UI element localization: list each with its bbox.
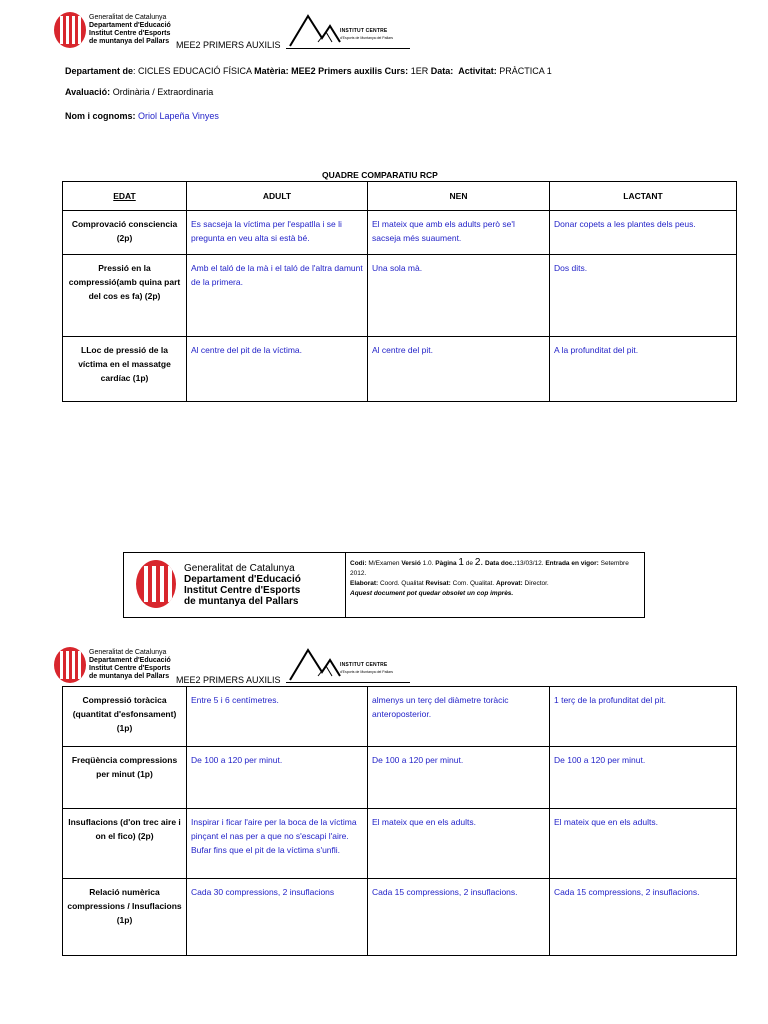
- table-row: [63, 255, 737, 337]
- document-footer: [123, 552, 645, 618]
- cell-lactant: Cada 15 compressions, 2 insuflacions.: [550, 879, 737, 956]
- subject-title: MEE2 PRIMERS AUXILIS: [176, 40, 281, 50]
- gencat-logo: [136, 560, 176, 608]
- cell-adult: De 100 a 120 per minut.: [187, 747, 368, 809]
- cell-nen: De 100 a 120 per minut.: [368, 747, 550, 809]
- table-header-row: [63, 182, 737, 211]
- cell-nen: Al centre del pit.: [368, 337, 550, 402]
- gencat-logo: [54, 12, 86, 48]
- cell-lactant: El mateix que en els adults.: [550, 809, 737, 879]
- meta-line-3: Nom i cognoms: Oriol Lapeña Vinyes: [65, 111, 219, 121]
- row-label: Insuflacions (d'on trec aire i on el fico) (2p): [63, 809, 187, 879]
- footer-org-name: Generalitat de Catalunya Departament d'Educació Institut Centre d'Esports de muntanya del Pallars: [184, 563, 301, 607]
- row-label: Compressió toràcica (quantitat d'esfonsament) (1p): [63, 687, 187, 747]
- header-edat: EDAT: [63, 182, 187, 211]
- table-row: [63, 211, 737, 255]
- table-row: [63, 879, 737, 956]
- comparison-table-1: [62, 181, 737, 402]
- meta-line-1: Departament de: CICLES EDUCACIÓ FÍSICA Matèria: MEE2 Primers auxilis Curs: 1ER Data: Activitat: PRÀCTICA 1: [65, 66, 552, 76]
- cell-nen: Una sola mà.: [368, 255, 550, 337]
- cell-adult: Al centre del pit de la víctima.: [187, 337, 368, 402]
- cell-lactant: 1 terç de la profunditat del pit.: [550, 687, 737, 747]
- cell-adult: Inspirar i ficar l'aire per la boca de la víctima pinçant el nas per a que no s'escapi l'aire. Bufar fins que el pit de la víctima s'unfli.: [187, 809, 368, 879]
- row-label: LLoc de pressió de la víctima en el massatge cardíac (1p): [63, 337, 187, 402]
- cell-nen: almenys un terç del diàmetre toràcic anteroposterior.: [368, 687, 550, 747]
- cell-adult: Cada 30 compressions, 2 insuflacions: [187, 879, 368, 956]
- meta-line-2: Avaluació: Ordinària / Extraordinaria: [65, 87, 214, 97]
- centre-logo: INSTITUT CENTRE d'Esports de Muntanya del Pallars: [288, 646, 413, 686]
- cell-lactant: A la profunditat del pit.: [550, 337, 737, 402]
- table-row: [63, 687, 737, 747]
- header-nen: NEN: [368, 182, 550, 211]
- org-name: Generalitat de Catalunya Departament d'Educació Institut Centre d'Esports de muntanya del Pallars: [89, 14, 171, 45]
- cell-lactant: Dos dits.: [550, 255, 737, 337]
- cell-nen: El mateix que en els adults.: [368, 809, 550, 879]
- cell-nen: El mateix que amb els adults però se'l sacseja més suaument.: [368, 211, 550, 255]
- row-label: Comprovació consciencia (2p): [63, 211, 187, 255]
- header-adult: ADULT: [187, 182, 368, 211]
- table-row: [63, 337, 737, 402]
- cell-nen: Cada 15 compressions, 2 insuflacions.: [368, 879, 550, 956]
- comparison-table-2: [62, 686, 737, 956]
- subject-title: MEE2 PRIMERS AUXILIS: [176, 675, 281, 685]
- centre-logo: INSTITUT CENTRE d'Esports de Muntanya del Pallars: [288, 12, 413, 52]
- row-label: Freqüència compressions per minut (1p): [63, 747, 187, 809]
- table-row: [63, 747, 737, 809]
- cell-lactant: De 100 a 120 per minut.: [550, 747, 737, 809]
- cell-adult: Amb el taló de la mà i el taló de l'altra damunt de la primera.: [187, 255, 368, 337]
- cell-adult: Entre 5 i 6 centímetres.: [187, 687, 368, 747]
- table-title: QUADRE COMPARATIU RCP: [322, 170, 438, 180]
- cell-lactant: Donar copets a les plantes dels peus.: [550, 211, 737, 255]
- table-row: [63, 809, 737, 879]
- org-name: Generalitat de Catalunya Departament d'Educació Institut Centre d'Esports de muntanya del Pallars: [89, 649, 171, 680]
- gencat-logo: [54, 647, 86, 683]
- row-label: Relació numèrica compressions / Insuflacions (1p): [63, 879, 187, 956]
- footer-doc-info: Codi: M/Examen Versió 1.0. Pàgina 1 de 2. Data doc.:13/03/12. Entrada en vigor: Setembre 2012. Elaborat: Coord. Qualitat Revisat: Com. Qualitat. Aprovat: Director. Aquest document pot quedar obsolet un cop imprès.: [350, 557, 629, 597]
- row-label: Pressió en la compressió(amb quina part del cos es fa) (2p): [63, 255, 187, 337]
- header-lactant: LACTANT: [550, 182, 737, 211]
- cell-adult: Es sacseja la víctima per l'espatlla i se li pregunta en veu alta si està bé.: [187, 211, 368, 255]
